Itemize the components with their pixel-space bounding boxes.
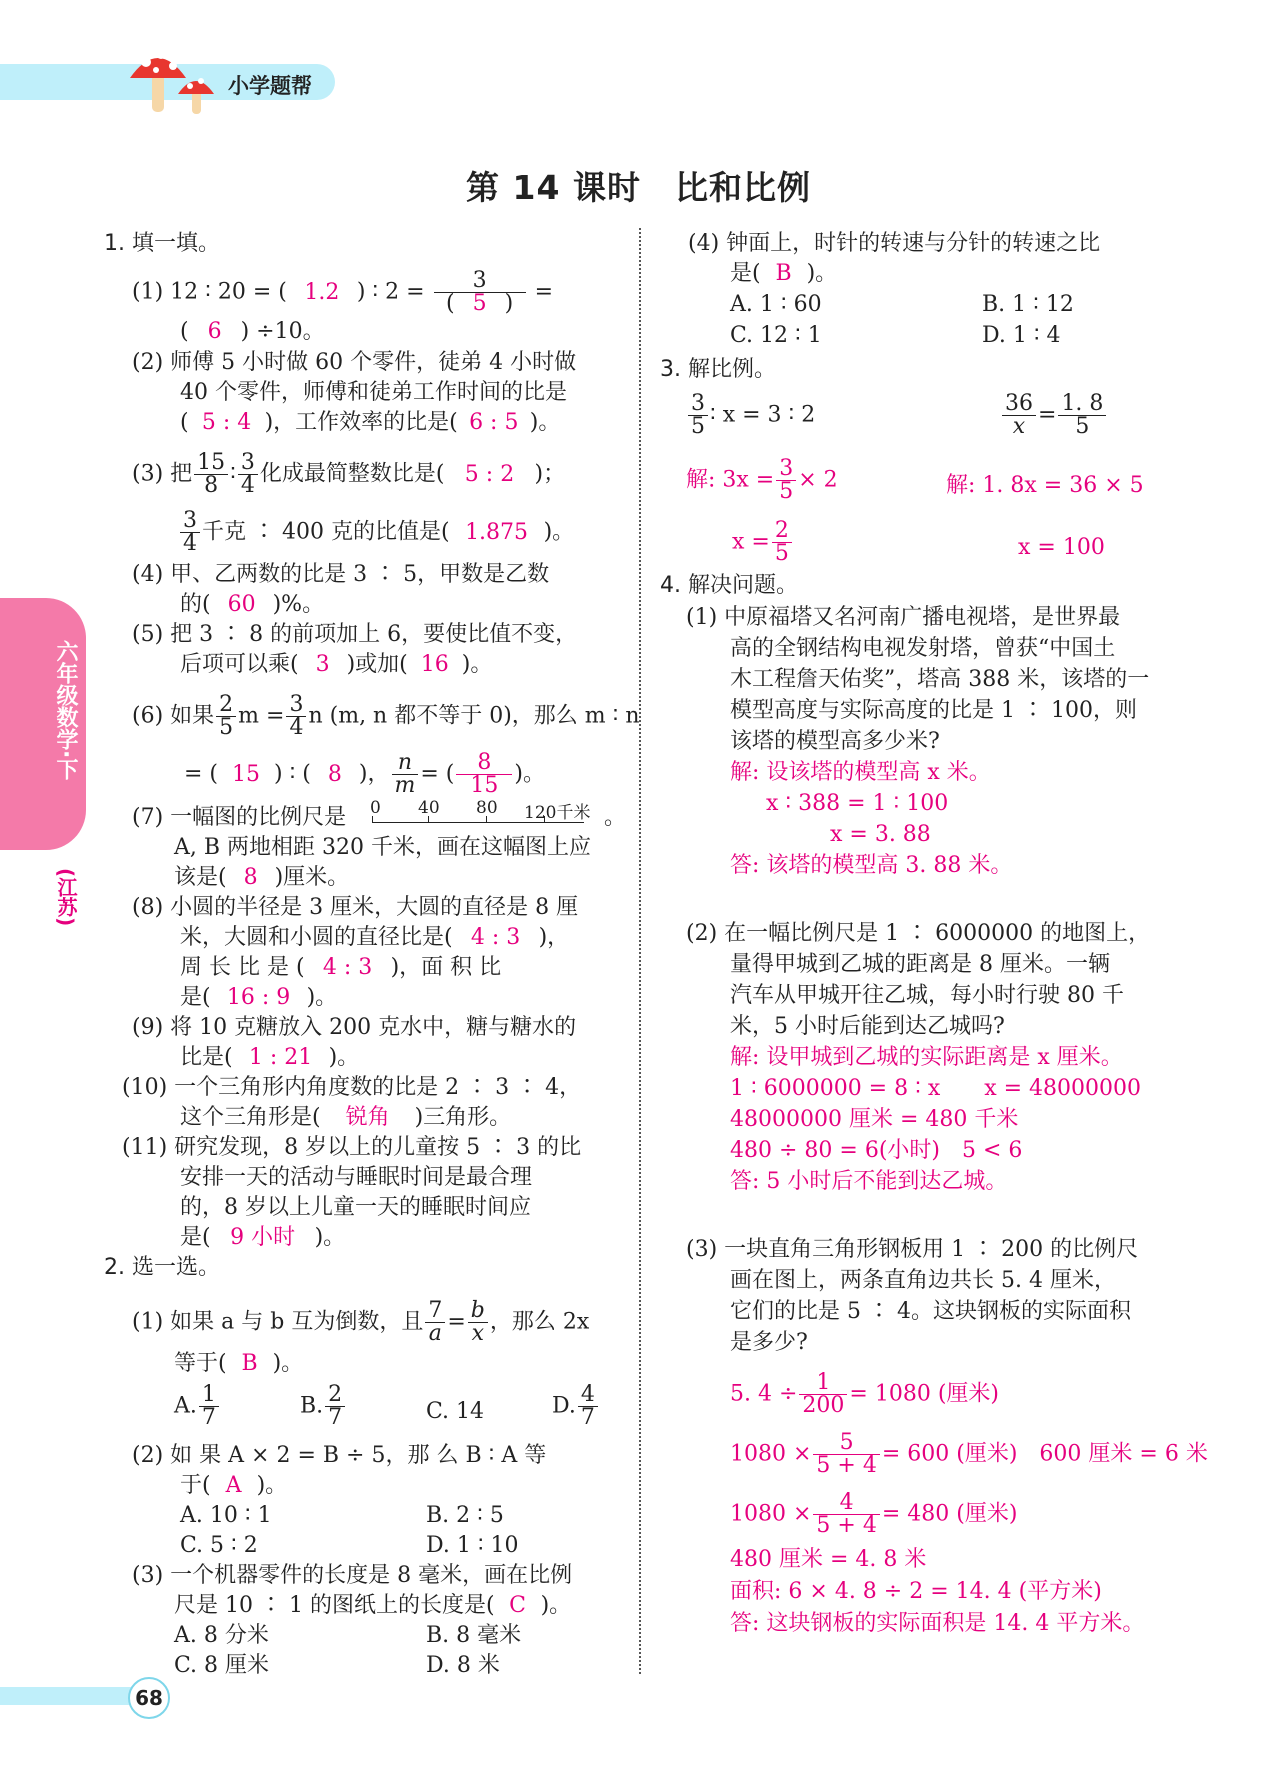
p2-fa-num: 36 (1002, 393, 1036, 416)
column-divider (639, 228, 641, 1674)
q1-1-mid: ) ∶ 2 = (356, 279, 425, 305)
q1-6-fb-den: 4 (289, 715, 304, 740)
problem-4-3-line2: 画在图上，两条直角边共长 5. 4 厘米， (730, 1268, 1116, 1293)
problem-4-2-answer-5: 答: 5 小时后不能到达乙城。 (730, 1169, 1008, 1194)
q1-4-post: )%。 (272, 592, 325, 617)
answer-1-1c: 6 (207, 319, 222, 344)
q2-4-post: )。 (806, 261, 838, 286)
p1-sol1-fraction (776, 458, 796, 503)
problem-4-1-line4: 模型高度与实际高度的比是 1 ∶ 100，则 (730, 698, 1137, 723)
q2-3-post: )。 (540, 1593, 572, 1618)
q2-1-pre: (1) 如果 a 与 b 互为倒数，且 (132, 1309, 424, 1335)
scale-label-40: 40 (418, 798, 440, 818)
q2-4-pre: 是( (730, 261, 761, 286)
problem-4-1-answer-4: 答: 该塔的模型高 3. 88 米。 (730, 853, 1013, 878)
q2-1-fraction-b (468, 1300, 488, 1345)
scale-label-120km: 120千米 (524, 803, 591, 823)
answer-1-8a: 4 : 3 (470, 925, 521, 950)
question-1-1-line2: ( 6 ) ÷10。 (180, 319, 325, 344)
p2-fb-den: 5 (1075, 414, 1090, 439)
q1-6-fnm-num: n (392, 752, 419, 775)
q2-1-optA-den: 7 (201, 1405, 216, 1430)
q1-10-post: )三角形。 (414, 1105, 512, 1130)
problem-4-1-answer-2: x ∶ 388 = 1 ∶ 100 (766, 791, 949, 816)
p3-c1-pre: 5. 4 ÷ (730, 1381, 798, 1407)
problem-4-2-line3: 汽车从甲城开往乙城，每小时行驶 80 千 (730, 983, 1124, 1008)
q1-10-pre: 这个三角形是( (180, 1105, 321, 1130)
proportion-2-solution-2: x = 100 (1018, 535, 1105, 560)
q1-8-l3pre: 周 长 比 是 ( (180, 955, 305, 980)
p1-sol1-pre: 解: 3x = (686, 467, 775, 493)
q1-6-eq: = ( (184, 761, 219, 787)
q1-3-post2: )。 (543, 519, 575, 545)
q1-6-pre: (6) 如果 (132, 703, 215, 729)
q1-6-fnm-den: m (394, 773, 416, 798)
question-1-3-line1 (132, 452, 565, 497)
problem-4-3-calc-4: 480 厘米 = 4. 8 米 (730, 1547, 927, 1572)
q2-1-option-c[interactable]: C. 14 (426, 1399, 485, 1424)
answer-1-1b: 5 (472, 291, 487, 316)
p1-sol2-pre: x = (732, 529, 770, 555)
question-1-2-line3: ( 5 : 4 )，工作效率的比是( 6 : 5 )。 (180, 410, 561, 435)
q1-8-l2post: )， (538, 925, 570, 950)
p3-c3-post: = 480 (厘米) (881, 1501, 1018, 1527)
question-1-4-line2 (180, 591, 324, 619)
question-1-9-line1: (9) 将 10 克糖放入 200 克水中，糖与糖水的 (132, 1015, 577, 1040)
p3-c3-num: 4 (813, 1492, 879, 1515)
q2-1-post: ，那么 2x (489, 1309, 590, 1335)
p3-c3-fraction (813, 1492, 879, 1537)
q1-1-tail-eq: = (534, 279, 554, 305)
question-1-5-line1: (5) 把 3 ∶ 8 的前项加上 6，要使比值不变， (132, 622, 578, 647)
answer-1-6c-num: 8 (456, 752, 512, 775)
answer-1-6c-den: 15 (470, 773, 499, 798)
side-tab-label: 六年级数学·下 (53, 640, 78, 781)
footer-bar (0, 1687, 140, 1705)
question-1-8-line2 (180, 924, 569, 952)
question-2-1-line1 (132, 1300, 589, 1345)
q1-11-post: )。 (314, 1225, 346, 1250)
q2-1-optB-den: 7 (328, 1405, 343, 1430)
q1-3-fa-den: 8 (204, 473, 219, 498)
question-1-9-line2 (180, 1044, 359, 1072)
question-1-7-line1: (7) 一幅图的比例尺是 (132, 805, 347, 830)
problem-4-3-line1: (3) 一块直角三角形钢板用 1 ∶ 200 的比例尺 (686, 1237, 1139, 1262)
problem-4-2-line1: (2) 在一幅比例尺是 1 ∶ 6000000 的地图上， (686, 921, 1151, 946)
q2-1-fa-den: a (428, 1321, 442, 1346)
q2-1-optD-num: 4 (578, 1384, 598, 1407)
section-4-heading: 4. 解决问题。 (660, 573, 798, 598)
q1-4-pre: 的( (180, 592, 211, 617)
question-2-3-line1: (3) 一个机器零件的长度是 8 毫米，画在比例 (132, 1563, 573, 1588)
q2-2-option-a[interactable]: A. 10 ∶ 1 (180, 1503, 272, 1528)
answer-1-7: 8 (243, 865, 258, 890)
p3-c2-post: = 600 (厘米) 600 厘米 = 6 米 (881, 1441, 1208, 1467)
scale-bar (370, 798, 598, 832)
q2-1-option-a-fraction (199, 1384, 219, 1429)
p3-c1-den: 200 (802, 1393, 845, 1418)
q1-6-fraction-b (286, 694, 306, 739)
p1-sol1-num: 3 (776, 458, 796, 481)
proportion-1-fraction (688, 393, 708, 438)
section-1-heading: 1. 填一填。 (104, 231, 220, 256)
answer-1-5b: 16 (420, 652, 449, 677)
q2-1-option-b-label: B. (300, 1393, 324, 1419)
p1-sol2-den: 5 (774, 541, 789, 566)
question-1-8-line4 (180, 984, 337, 1012)
q1-6-fa-num: 2 (216, 694, 236, 717)
q2-2-post: )。 (256, 1473, 288, 1498)
answer-2-4: B (775, 261, 792, 286)
q1-1-numerator: 3 (434, 270, 526, 293)
q1-2-post: )。 (529, 410, 561, 435)
q1-6-fraction-nm (392, 752, 419, 797)
problem-4-1-line5: 该塔的模型高多少米? (730, 729, 940, 754)
question-1-3-line2 (178, 510, 574, 555)
q1-8-l4post: )。 (306, 985, 338, 1010)
p3-c1-fraction (799, 1372, 847, 1417)
p3-c1-post: = 1080 (厘米) (849, 1381, 999, 1407)
question-1-4-line1: (4) 甲、乙两数的比是 3 ∶ 5，甲数是乙数 (132, 562, 550, 587)
q1-6-comma: )， (358, 761, 390, 787)
scale-label-80: 80 (476, 798, 498, 818)
q2-1-option-a[interactable] (174, 1384, 221, 1429)
question-1-11-line3: 的，8 岁以上儿童一天的睡眠时间应 (180, 1195, 531, 1220)
q2-3-option-a[interactable]: A. 8 分米 (174, 1623, 269, 1648)
answer-1-11: 9 小时 (230, 1225, 296, 1250)
proportion-1-solution-2 (732, 520, 794, 565)
question-1-7-line3 (174, 864, 349, 892)
question-2-4-line1: (4) 钟面上，时针的转速与分针的转速之比 (688, 231, 1101, 256)
problem-4-1-line3: 木工程詹天佑奖”，塔高 388 米，该塔的一 (730, 667, 1150, 692)
problem-4-1-line2: 高的全钢结构电视发射塔，曾获“中国土 (730, 636, 1116, 661)
answer-1-6c (456, 752, 512, 797)
answer-2-2: A (225, 1473, 242, 1498)
proportion-2 (1000, 393, 1108, 438)
answer-1-8c: 16 : 9 (226, 985, 291, 1010)
mushroom-logo-icon (128, 44, 228, 116)
problem-4-3-line4: 是多少? (730, 1330, 808, 1355)
question-2-1-line2 (174, 1350, 303, 1378)
q1-9-pre: 比是( (180, 1045, 233, 1070)
p1-sol2-fraction (772, 520, 792, 565)
p3-c3-den: 5 + 4 (816, 1513, 877, 1538)
problem-4-3-calc-3 (730, 1492, 1017, 1537)
q1-7-l3pre: 该是( (174, 865, 227, 890)
region-label: (江苏) (54, 868, 78, 927)
question-1-11-line1: (11) 研究发现，8 岁以上的儿童按 5 ∶ 3 的比 (122, 1135, 582, 1160)
q1-1-fraction (434, 270, 526, 315)
p2-eq: = (1038, 402, 1057, 428)
q1-3-fraction-b (238, 452, 258, 497)
q1-8-l4pre: 是( (180, 985, 211, 1010)
p1-sol2-num: 2 (772, 520, 792, 543)
q1-6-m: m = (238, 703, 285, 729)
q1-7-period: 。 (604, 805, 627, 830)
answer-1-10: 锐角 (345, 1105, 390, 1130)
q1-3-mid: 化成最简整数比是( (259, 461, 445, 487)
q1-5-pre: 后项可以乘( (180, 652, 299, 677)
q2-4-option-a[interactable]: A. 1 ∶ 60 (730, 292, 822, 317)
problem-4-2-answer-4: 480 ÷ 80 = 6(小时) 5 < 6 (730, 1138, 1023, 1163)
problem-4-1-answer-1: 解: 设该塔的模型高 x 米。 (730, 760, 991, 785)
q2-1-fa-num: 7 (425, 1300, 445, 1323)
page-number: 68 (128, 1677, 170, 1719)
q2-1-option-b-fraction (325, 1384, 345, 1429)
q1-3-fb-num: 3 (238, 452, 258, 475)
q1-3-fraction-a (194, 452, 228, 497)
problem-4-2-line4: 米，5 小时后能到达乙城吗? (730, 1014, 1005, 1039)
q2-1-fb-num: b (468, 1300, 488, 1323)
question-1-8-line1: (8) 小圆的半径是 3 厘米，大圆的直径是 8 厘 (132, 895, 579, 920)
q1-6-eq2: = ( (420, 761, 455, 787)
q1-1-prefix: (1) 12 ∶ 20 = ( (132, 279, 287, 305)
q1-11-pre: 是( (180, 1225, 211, 1250)
q1-2-mid: )，工作效率的比是( (264, 410, 458, 435)
q1-8-l2pre: 米，大圆和小圆的直径比是( (180, 925, 453, 950)
q1-3-line2-text: 千克 ∶ 400 克的比值是( (202, 519, 450, 545)
question-1-7-line2: A, B 两地相距 320 千米，画在这幅图上应 (174, 835, 592, 860)
problem-4-2-line2: 量得甲城到乙城的距离是 8 厘米。一辆 (730, 952, 1110, 977)
question-1-10-line2 (180, 1104, 511, 1132)
problem-4-1-line1: (1) 中原福塔又名河南广播电视塔，是世界最 (686, 605, 1121, 630)
q1-3-fc-num: 3 (180, 510, 200, 533)
problem-4-3-calc-5: 面积: 6 × 4. 8 ÷ 2 = 14. 4 (平方米) (730, 1579, 1102, 1604)
p3-c2-den: 5 + 4 (816, 1453, 877, 1478)
p2-fa-den: x (1012, 414, 1026, 439)
q2-2-pre: 于( (180, 1473, 211, 1498)
answer-1-2b: 6 : 5 (469, 410, 519, 435)
answer-1-4: 60 (227, 592, 256, 617)
q2-1-optB-num: 2 (325, 1384, 345, 1407)
proportion-1-rest: ∶ x = 3 ∶ 2 (710, 402, 816, 428)
q2-3-option-b[interactable]: B. 8 毫米 (426, 1623, 522, 1648)
q2-4-option-d[interactable]: D. 1 ∶ 4 (982, 323, 1061, 348)
q1-3-post: )； (534, 461, 566, 487)
q2-1-eq: = (447, 1309, 466, 1335)
answer-1-2a: 5 : 4 (201, 410, 252, 435)
proportion-1 (686, 393, 815, 438)
question-1-11-line4 (180, 1224, 345, 1252)
brand-name: 小学题帮 (228, 74, 312, 98)
q1-9-post: )。 (328, 1045, 360, 1070)
answer-2-1: B (241, 1351, 258, 1376)
question-1-8-line3 (180, 954, 501, 982)
question-2-2-line1: (2) 如 果 A × 2 = B ÷ 5，那 么 B ∶ A 等 (132, 1443, 547, 1468)
q1-5-post: )。 (461, 652, 493, 677)
q1-3-fraction-c (180, 510, 200, 555)
q1-3-fa-num: 15 (194, 452, 228, 475)
q1-6-post: )。 (514, 761, 545, 787)
q1-7-l3post: )厘米。 (274, 865, 350, 890)
lesson-title: 第 14 课时 比和比例 (466, 168, 811, 207)
answer-1-3a: 5 : 2 (464, 461, 515, 487)
problem-4-2-answer-2: 1 ∶ 6000000 = 8 ∶ x x = 48000000 (730, 1076, 1142, 1101)
answer-1-6b: 8 (327, 761, 342, 787)
answer-1-5a: 3 (315, 652, 330, 677)
question-1-5-line2 (180, 651, 492, 679)
proportion-2-solution-1: 解: 1. 8x = 36 × 5 (946, 473, 1144, 498)
p3-c1-num: 1 (799, 1372, 847, 1395)
question-1-2-line1: (2) 师傅 5 小时做 60 个零件，徒弟 4 小时做 (132, 350, 577, 375)
q2-1-option-d[interactable] (552, 1384, 600, 1429)
q1-3-fb-den: 4 (240, 473, 255, 498)
q2-1-l2pre: 等于( (174, 1351, 227, 1376)
p3-c3-pre: 1080 × (730, 1501, 812, 1527)
answer-1-9: 1 : 21 (248, 1045, 313, 1070)
q2-1-option-d-label: D. (552, 1393, 576, 1419)
q1-1-denominator: ( 5 ) (445, 291, 514, 316)
proportion-1-solution-1 (686, 458, 838, 503)
q2-1-l2post: )。 (272, 1351, 304, 1376)
problem-4-2-answer-1: 解: 设甲城到乙城的实际距离是 x 厘米。 (730, 1045, 1123, 1070)
question-1-6-line1 (132, 694, 640, 739)
q2-4-option-b[interactable]: B. 1 ∶ 12 (982, 292, 1074, 317)
problem-4-3-line3: 它们的比是 5 ∶ 4。这块钢板的实际面积 (730, 1299, 1131, 1324)
q1-6-line1-post: n (m, n 都不等于 0)，那么 m ∶ n (308, 703, 640, 729)
q2-1-option-a-label: A. (174, 1393, 197, 1419)
q2-1-fb-den: x (471, 1321, 485, 1346)
answer-2-3: C (509, 1593, 526, 1618)
q1-6-fraction-a (216, 694, 236, 739)
answer-1-1a: 1.2 (304, 279, 340, 305)
q1-3-fc-den: 4 (183, 531, 197, 556)
q2-3-option-d[interactable]: D. 8 米 (426, 1653, 500, 1678)
problem-4-3-calc-2 (730, 1432, 1208, 1477)
q2-1-option-d-fraction (578, 1384, 598, 1429)
p2-fb-num: 1. 8 (1058, 393, 1106, 416)
problem-4-2-answer-3: 48000000 厘米 = 480 千米 (730, 1107, 1019, 1132)
question-1-10-line1: (10) 一个三角形内角度数的比是 2 ∶ 3 ∶ 4， (122, 1075, 582, 1100)
q2-2-option-c[interactable]: C. 5 ∶ 2 (180, 1533, 258, 1558)
p1-sol1-post: × 2 (798, 467, 838, 493)
answer-1-8b: 4 : 3 (322, 955, 373, 980)
p3-c2-fraction (813, 1432, 879, 1477)
question-1-11-line2: 安排一天的活动与睡眠时间是最合理 (180, 1165, 533, 1190)
q2-1-fraction-a (425, 1300, 445, 1345)
question-2-3-line2 (174, 1592, 571, 1620)
p1-sol1-den: 5 (779, 479, 794, 504)
q1-5-mid: )或加( (346, 652, 408, 677)
q1-8-l3post: )，面 积 比 (390, 955, 502, 980)
question-1-1 (132, 270, 553, 315)
q1-6-fb-num: 3 (286, 694, 306, 717)
q1-3-colon: ∶ (230, 461, 236, 487)
scale-label-0: 0 (370, 798, 381, 818)
proportion-2-fraction-b (1058, 393, 1106, 438)
q1-6-fa-den: 5 (219, 715, 234, 740)
q1-3-prefix: (3) 把 (132, 461, 193, 487)
q2-2-option-b[interactable]: B. 2 ∶ 5 (426, 1503, 504, 1528)
answer-1-6a: 15 (232, 761, 261, 787)
answer-1-3b: 1.875 (465, 519, 529, 545)
q2-2-option-d[interactable]: D. 1 ∶ 10 (426, 1533, 519, 1558)
question-1-2-line2: 40 个零件，师傅和徒弟工作时间的比是 (180, 380, 567, 405)
q2-3-option-c[interactable]: C. 8 厘米 (174, 1653, 270, 1678)
problem-4-3-calc-1 (730, 1372, 999, 1417)
p1-num: 3 (688, 393, 708, 416)
problem-4-1-answer-3: x = 3. 88 (830, 822, 931, 847)
proportion-2-fraction-a (1002, 393, 1036, 438)
q2-1-optA-num: 1 (199, 1384, 219, 1407)
q2-1-option-b[interactable] (300, 1384, 347, 1429)
q1-1-post: ) ÷10。 (240, 319, 325, 344)
q2-3-pre: 尺是 10 ∶ 1 的图纸上的长度是( (174, 1593, 495, 1618)
question-2-4-line2 (730, 260, 837, 288)
q2-1-optD-den: 7 (580, 1405, 595, 1430)
question-2-2-line2 (180, 1472, 287, 1500)
p1-den: 5 (691, 414, 705, 439)
p3-c2-num: 5 (813, 1432, 879, 1455)
section-2-heading: 2. 选一选。 (104, 1255, 220, 1280)
problem-4-3-answer: 答: 这块钢板的实际面积是 14. 4 平方米。 (730, 1611, 1145, 1636)
section-3-heading: 3. 解比例。 (660, 357, 776, 382)
question-1-6-line2 (184, 752, 545, 797)
q2-4-option-c[interactable]: C. 12 ∶ 1 (730, 323, 822, 348)
p3-c2-pre: 1080 × (730, 1441, 812, 1467)
q1-6-mid: ) ∶ ( (274, 761, 311, 787)
